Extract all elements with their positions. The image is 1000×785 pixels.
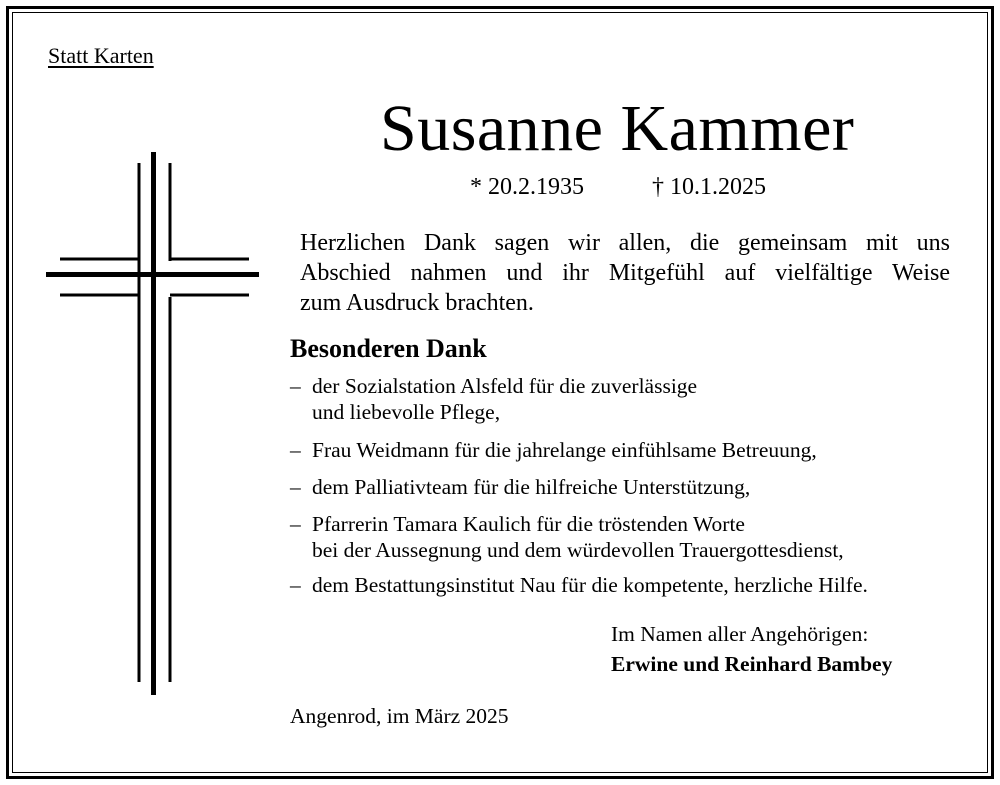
signoff-intro: Im Namen aller Angehörigen: — [611, 622, 869, 646]
intro-line: Abschied nahmen und ihr Mitgefühl auf vielfältige Weise — [300, 260, 950, 286]
list-item-text: der Sozialstation Alsfeld für die zuverlässige — [312, 374, 698, 398]
list-item-text: bei der Aussegnung und dem würdevollen Trauergottesdienst, — [312, 538, 844, 562]
list-item-text: dem Palliativteam für die hilfreiche Unterstützung, — [312, 475, 751, 499]
list-dash: – — [290, 573, 301, 597]
signoff-names: Erwine und Reinhard Bambey — [611, 652, 893, 676]
list-dash: – — [290, 438, 301, 462]
deceased-name: Susanne Kammer — [380, 92, 855, 165]
intro-line: zum Ausdruck brachten. — [300, 290, 534, 316]
list-item-text: und liebevolle Pflege, — [312, 400, 501, 424]
death-date: † 10.1.2025 — [652, 174, 766, 200]
special-thanks-heading: Besonderen Dank — [290, 334, 487, 363]
list-dash: – — [290, 374, 301, 398]
list-dash: – — [290, 512, 301, 536]
intro-line: Herzlichen Dank sagen wir allen, die gemeinsam mit uns — [300, 230, 950, 256]
birth-date: * 20.2.1935 — [470, 174, 584, 200]
list-item-text: Pfarrerin Tamara Kaulich für die tröstenden Worte — [312, 512, 745, 536]
cross-icon — [0, 0, 300, 720]
list-item-text: Frau Weidmann für die jahrelange einfühlsame Betreuung, — [312, 438, 817, 462]
list-item-text: dem Bestattungsinstitut Nau für die kompetente, herzliche Hilfe. — [312, 573, 868, 597]
statt-karten-note: Statt Karten — [48, 43, 154, 68]
thanks-intro — [300, 228, 950, 318]
place-and-date: Angenrod, im März 2025 — [290, 704, 509, 728]
list-dash: – — [290, 475, 301, 499]
